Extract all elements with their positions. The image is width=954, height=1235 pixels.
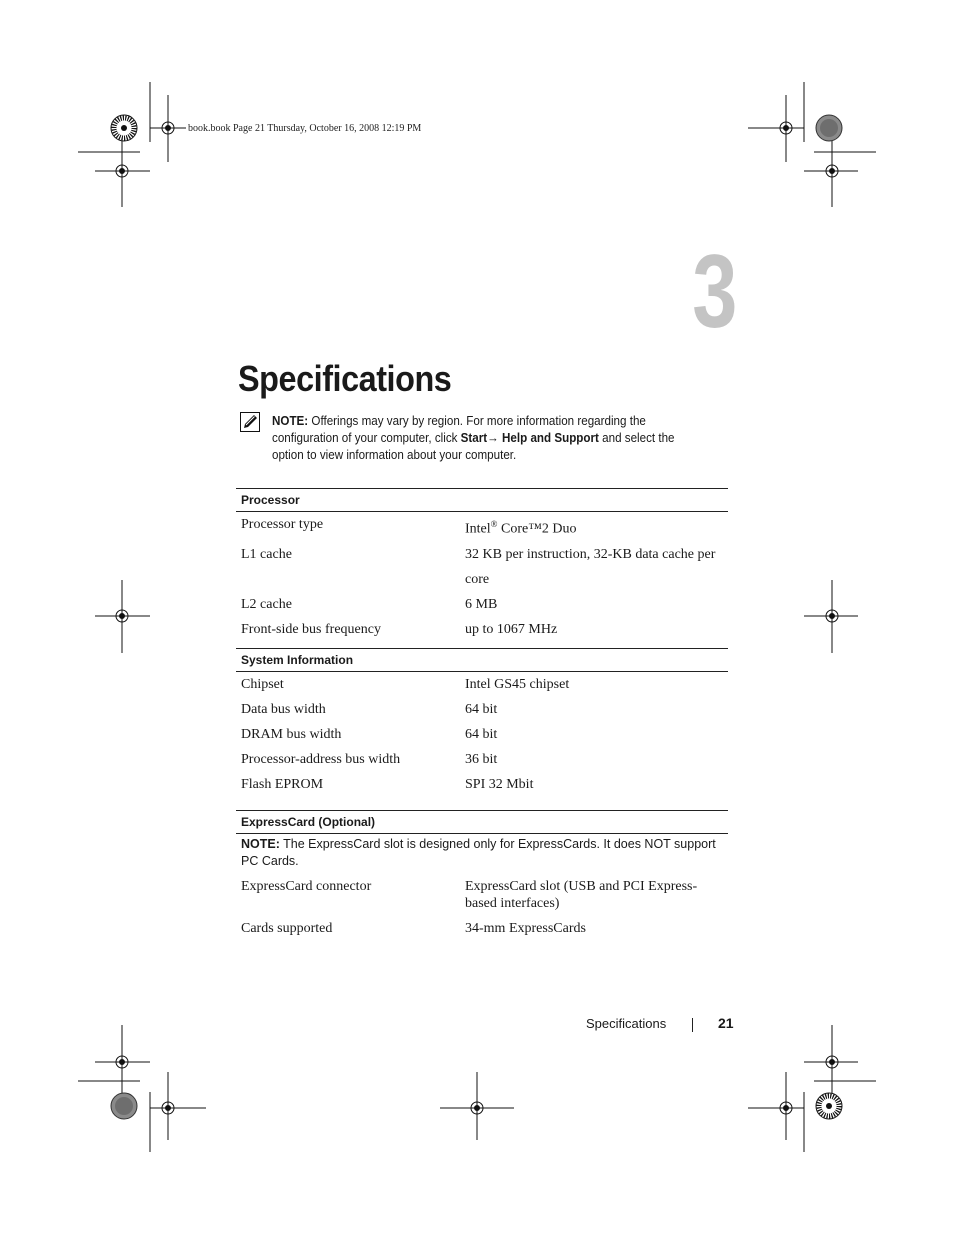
spec-value: 36 bit <box>465 752 498 767</box>
spec-value: Intel GS45 chipset <box>465 677 570 692</box>
section-heading: Processor <box>236 488 728 512</box>
spec-row <box>236 697 728 722</box>
spec-label: Flash EPROM <box>241 777 324 792</box>
page-number: 21 <box>718 1015 734 1031</box>
spec-row <box>236 874 728 916</box>
spec-row <box>236 672 728 697</box>
spec-value: up to 1067 MHz <box>465 621 558 637</box>
section-heading: System Information <box>236 648 728 672</box>
print-header: book.book Page 21 Thursday, October 16, 2008 12:19 PM <box>188 123 422 134</box>
spec-row <box>236 772 728 797</box>
system-information-section <box>236 648 728 797</box>
spec-label: Processor type <box>241 517 324 532</box>
spec-label: ExpressCard connector <box>241 879 372 894</box>
spec-value: 34-mm ExpressCards <box>465 921 586 936</box>
note-pencil-icon <box>240 412 260 432</box>
processor-section <box>236 488 728 642</box>
spec-row <box>236 722 728 747</box>
spec-label: L1 cache <box>241 546 292 562</box>
chapter-number: 3 <box>692 234 736 350</box>
spec-value: ExpressCard slot (USB and PCI Express-based interfaces) <box>465 879 698 911</box>
spec-row <box>236 512 728 542</box>
spec-row <box>236 747 728 772</box>
note-text-2: and select the option to view information about your computer. <box>272 431 675 462</box>
section-note-label: NOTE: <box>241 837 280 851</box>
spec-value: 6 MB <box>465 596 498 612</box>
spec-label: Processor-address bus width <box>241 752 401 767</box>
spec-label: Cards supported <box>241 921 333 936</box>
spec-row <box>236 542 728 592</box>
section-note-text: The ExpressCard slot is designed only for ExpressCards. It does NOT support PC Cards. <box>241 837 716 868</box>
spec-label: L2 cache <box>241 596 292 612</box>
note-paragraph <box>272 413 695 464</box>
section-note <box>236 834 728 874</box>
spec-value: SPI 32 Mbit <box>465 777 534 792</box>
spec-value: Intel® Core™2 Duo <box>465 519 577 537</box>
footer-separator <box>692 1018 693 1032</box>
spec-value: 64 bit <box>465 702 498 717</box>
spec-label: Front-side bus frequency <box>241 621 381 637</box>
spec-row <box>236 617 728 642</box>
spec-row <box>236 592 728 617</box>
spec-value: 64 bit <box>465 727 498 742</box>
spec-label: Data bus width <box>241 702 326 717</box>
note-text-1: Offerings may vary by region. For more information regarding the configuration of your computer, click <box>272 414 646 445</box>
spec-label: Chipset <box>241 677 284 692</box>
page-title: Specifications <box>238 358 452 399</box>
spec-label: DRAM bus width <box>241 727 342 742</box>
note-start: Start <box>460 431 488 445</box>
section-heading: ExpressCard (Optional) <box>236 810 728 834</box>
note-label: NOTE: <box>272 414 309 428</box>
note-help: Help and Support <box>502 431 599 445</box>
note-arrow: → <box>487 431 503 445</box>
expresscard-section <box>236 810 728 941</box>
spec-row <box>236 916 728 941</box>
spec-value: 32 KB per instruction, 32-KB data cache per core <box>465 546 716 587</box>
footer-section-name: Specifications <box>586 1016 667 1031</box>
